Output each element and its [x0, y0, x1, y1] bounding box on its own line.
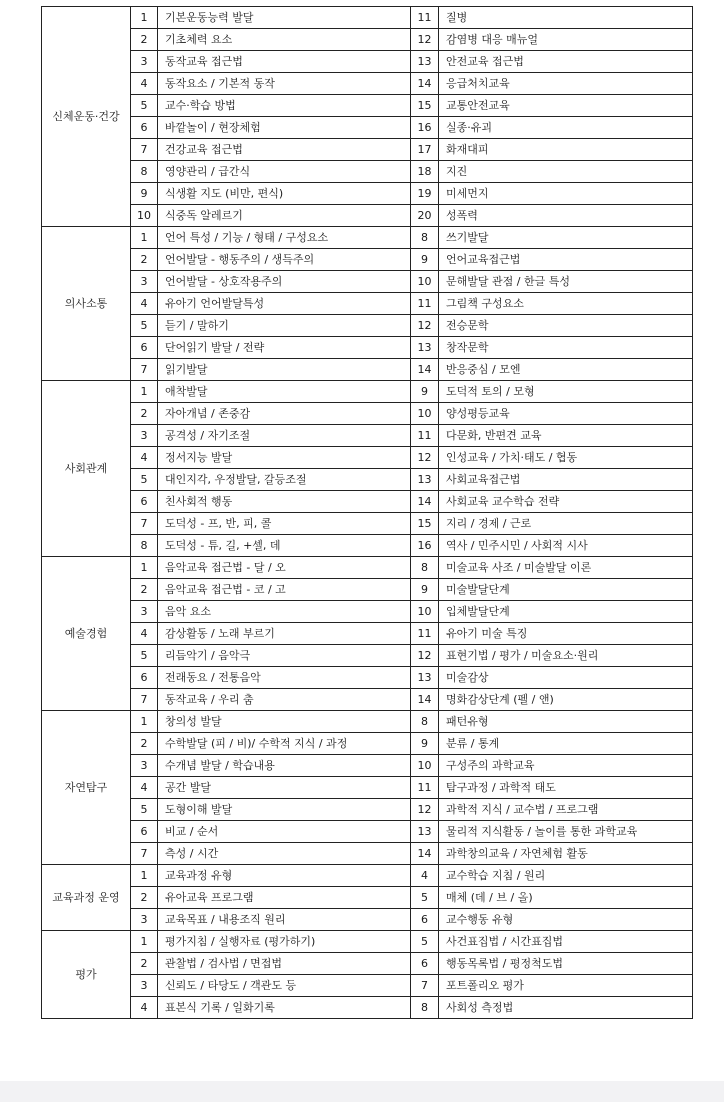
- right-item-number: 16: [411, 117, 439, 139]
- table-row: [42, 51, 693, 73]
- left-item-number: 1: [131, 865, 158, 887]
- right-item-number: 7: [411, 975, 439, 997]
- left-item-number: 5: [131, 469, 158, 491]
- right-item-title: 쓰기발달: [439, 227, 693, 249]
- right-item-title: 다문화, 반편견 교육: [439, 425, 693, 447]
- table-row: [42, 513, 693, 535]
- left-item-title: 읽기발달: [158, 359, 411, 381]
- right-item-title: 도덕적 토의 / 모형: [439, 381, 693, 403]
- left-item-title: 언어발달 - 상호작용주의: [158, 271, 411, 293]
- left-item-title: 언어발달 - 행동주의 / 생득주의: [158, 249, 411, 271]
- left-item-number: 4: [131, 447, 158, 469]
- table-row: [42, 579, 693, 601]
- right-item-number: 12: [411, 799, 439, 821]
- table-row: [42, 205, 693, 227]
- left-item-number: 5: [131, 95, 158, 117]
- right-item-number: 15: [411, 95, 439, 117]
- right-item-title: 감염병 대응 매뉴얼: [439, 29, 693, 51]
- table-row: [42, 117, 693, 139]
- left-item-title: 리듬악기 / 음악극: [158, 645, 411, 667]
- left-item-number: 6: [131, 491, 158, 513]
- left-item-title: 측성 / 시간: [158, 843, 411, 865]
- right-item-number: 13: [411, 469, 439, 491]
- left-item-title: 유아기 언어발달특성: [158, 293, 411, 315]
- right-item-title: 실종·유괴: [439, 117, 693, 139]
- table-row: [42, 29, 693, 51]
- right-item-title: 교통안전교육: [439, 95, 693, 117]
- left-item-title: 친사회적 행동: [158, 491, 411, 513]
- left-item-number: 3: [131, 601, 158, 623]
- right-item-title: 응급처치교육: [439, 73, 693, 95]
- right-item-title: 지리 / 경제 / 근로: [439, 513, 693, 535]
- right-item-title: 유아기 미술 특징: [439, 623, 693, 645]
- table-row: [42, 601, 693, 623]
- right-item-title: 교수학습 지침 / 원리: [439, 865, 693, 887]
- left-item-number: 2: [131, 249, 158, 271]
- table-row: [42, 183, 693, 205]
- right-item-title: 명화감상단계 (펠 / 앤): [439, 689, 693, 711]
- right-item-title: 사회성 측정법: [439, 997, 693, 1019]
- left-item-number: 1: [131, 381, 158, 403]
- right-item-title: 반응중심 / 모엔: [439, 359, 693, 381]
- right-item-title: 입체발달단계: [439, 601, 693, 623]
- left-item-number: 3: [131, 755, 158, 777]
- table-row: [42, 535, 693, 557]
- table-body: [42, 7, 693, 1019]
- right-item-number: 12: [411, 645, 439, 667]
- left-item-title: 바깥놀이 / 현장체험: [158, 117, 411, 139]
- left-item-title: 비교 / 순서: [158, 821, 411, 843]
- left-item-title: 교육과정 유형: [158, 865, 411, 887]
- right-item-number: 5: [411, 887, 439, 909]
- table-row: [42, 909, 693, 931]
- table-row: [42, 139, 693, 161]
- left-item-number: 9: [131, 183, 158, 205]
- left-item-title: 정서지능 발달: [158, 447, 411, 469]
- right-item-number: 18: [411, 161, 439, 183]
- right-item-title: 인성교육 / 가치·태도 / 협동: [439, 447, 693, 469]
- right-item-number: 8: [411, 557, 439, 579]
- left-item-number: 5: [131, 645, 158, 667]
- table-row: [42, 469, 693, 491]
- right-item-title: 양성평등교육: [439, 403, 693, 425]
- left-item-title: 수개념 발달 / 학습내용: [158, 755, 411, 777]
- table-row: [42, 887, 693, 909]
- left-item-number: 8: [131, 161, 158, 183]
- left-item-title: 대인지각, 우정발달, 갈등조절: [158, 469, 411, 491]
- right-item-title: 역사 / 민주시민 / 사회적 시사: [439, 535, 693, 557]
- right-item-title: 창작문학: [439, 337, 693, 359]
- table-row: [42, 755, 693, 777]
- table-row: [42, 623, 693, 645]
- left-item-title: 자아개념 / 존중감: [158, 403, 411, 425]
- left-item-number: 2: [131, 953, 158, 975]
- left-item-title: 유아교육 프로그램: [158, 887, 411, 909]
- right-item-title: 구성주의 과학교육: [439, 755, 693, 777]
- right-item-number: 4: [411, 865, 439, 887]
- table-row: [42, 799, 693, 821]
- left-item-number: 1: [131, 557, 158, 579]
- right-item-title: 미술발달단계: [439, 579, 693, 601]
- table-row: [42, 975, 693, 997]
- table-row: [42, 733, 693, 755]
- right-item-number: 14: [411, 359, 439, 381]
- right-item-title: 과학창의교육 / 자연체험 활동: [439, 843, 693, 865]
- right-item-number: 11: [411, 777, 439, 799]
- left-item-number: 4: [131, 777, 158, 799]
- right-item-number: 8: [411, 997, 439, 1019]
- category-label: 교육과정 운영: [42, 865, 131, 931]
- left-item-number: 2: [131, 887, 158, 909]
- left-item-number: 6: [131, 667, 158, 689]
- right-item-title: 문해발달 관점 / 한글 특성: [439, 271, 693, 293]
- bottom-strip: [0, 1081, 724, 1102]
- left-item-number: 1: [131, 227, 158, 249]
- left-item-title: 건강교육 접근법: [158, 139, 411, 161]
- right-item-number: 9: [411, 381, 439, 403]
- right-item-title: 과학적 지식 / 교수법 / 프로그램: [439, 799, 693, 821]
- right-item-number: 19: [411, 183, 439, 205]
- right-item-title: 언어교육접근법: [439, 249, 693, 271]
- right-item-number: 6: [411, 909, 439, 931]
- right-item-number: 12: [411, 29, 439, 51]
- right-item-title: 미세먼지: [439, 183, 693, 205]
- left-item-title: 기본운동능력 발달: [158, 7, 411, 29]
- left-item-number: 2: [131, 403, 158, 425]
- right-item-number: 9: [411, 249, 439, 271]
- table-row: [42, 359, 693, 381]
- right-item-title: 질병: [439, 7, 693, 29]
- left-item-number: 1: [131, 7, 158, 29]
- table-row: [42, 381, 693, 403]
- left-item-title: 공간 발달: [158, 777, 411, 799]
- category-label: 평가: [42, 931, 131, 1019]
- table-row: [42, 953, 693, 975]
- left-item-number: 1: [131, 711, 158, 733]
- left-item-title: 교육목표 / 내용조직 원리: [158, 909, 411, 931]
- table-row: [42, 689, 693, 711]
- left-item-number: 7: [131, 689, 158, 711]
- right-item-title: 지진: [439, 161, 693, 183]
- right-item-title: 교수행동 유형: [439, 909, 693, 931]
- table-row: [42, 227, 693, 249]
- table-row: [42, 997, 693, 1019]
- left-item-number: 3: [131, 271, 158, 293]
- right-item-number: 13: [411, 667, 439, 689]
- right-item-number: 16: [411, 535, 439, 557]
- left-item-title: 도덕성 - 튜, 길, +셀, 데: [158, 535, 411, 557]
- table-row: [42, 843, 693, 865]
- left-item-number: 3: [131, 975, 158, 997]
- left-item-number: 2: [131, 733, 158, 755]
- table-row: [42, 73, 693, 95]
- table-row: [42, 645, 693, 667]
- table-row: [42, 667, 693, 689]
- right-item-title: 사건표집법 / 시간표집법: [439, 931, 693, 953]
- left-item-title: 애착발달: [158, 381, 411, 403]
- table-row: [42, 161, 693, 183]
- right-item-title: 분류 / 통계: [439, 733, 693, 755]
- table-row: [42, 293, 693, 315]
- left-item-title: 음악교육 접근법 - 달 / 오: [158, 557, 411, 579]
- left-item-title: 동작교육 접근법: [158, 51, 411, 73]
- right-item-number: 10: [411, 601, 439, 623]
- right-item-title: 포트폴리오 평가: [439, 975, 693, 997]
- right-item-title: 표현기법 / 평가 / 미술요소·원리: [439, 645, 693, 667]
- right-item-title: 성폭력: [439, 205, 693, 227]
- right-item-title: 사회교육 교수학습 전략: [439, 491, 693, 513]
- left-item-title: 동작교육 / 우리 춤: [158, 689, 411, 711]
- right-item-number: 9: [411, 579, 439, 601]
- right-item-number: 13: [411, 51, 439, 73]
- left-item-title: 교수·학습 방법: [158, 95, 411, 117]
- left-item-title: 영양관리 / 급간식: [158, 161, 411, 183]
- left-item-title: 전래동요 / 전통음악: [158, 667, 411, 689]
- right-item-title: 화재대피: [439, 139, 693, 161]
- table-row: [42, 315, 693, 337]
- table-row: [42, 557, 693, 579]
- table-row: [42, 491, 693, 513]
- left-item-number: 7: [131, 513, 158, 535]
- left-item-number: 6: [131, 337, 158, 359]
- left-item-title: 동작요소 / 기본적 동작: [158, 73, 411, 95]
- left-item-number: 5: [131, 799, 158, 821]
- right-item-title: 매체 (데 / 브 / 올): [439, 887, 693, 909]
- right-item-number: 17: [411, 139, 439, 161]
- right-item-number: 15: [411, 513, 439, 535]
- category-label: 사회관계: [42, 381, 131, 557]
- right-item-number: 14: [411, 843, 439, 865]
- left-item-number: 5: [131, 315, 158, 337]
- table-row: [42, 403, 693, 425]
- category-label: 자연탐구: [42, 711, 131, 865]
- left-item-number: 4: [131, 623, 158, 645]
- category-label: 예술경험: [42, 557, 131, 711]
- right-item-title: 행동목록법 / 평정척도법: [439, 953, 693, 975]
- right-item-number: 14: [411, 491, 439, 513]
- left-item-number: 4: [131, 997, 158, 1019]
- right-item-number: 14: [411, 73, 439, 95]
- category-label: 신체운동·건강: [42, 7, 131, 227]
- right-item-title: 미술감상: [439, 667, 693, 689]
- table-row: [42, 271, 693, 293]
- left-item-title: 음악교육 접근법 - 코 / 고: [158, 579, 411, 601]
- table-row: [42, 95, 693, 117]
- left-item-title: 식중독 알레르기: [158, 205, 411, 227]
- right-item-number: 20: [411, 205, 439, 227]
- right-item-number: 12: [411, 447, 439, 469]
- left-item-number: 7: [131, 139, 158, 161]
- table-row: [42, 777, 693, 799]
- left-item-title: 창의성 발달: [158, 711, 411, 733]
- category-label: 의사소통: [42, 227, 131, 381]
- left-item-title: 수학발달 (피 / 비)/ 수학적 지식 / 과정: [158, 733, 411, 755]
- left-item-number: 10: [131, 205, 158, 227]
- left-item-title: 식생활 지도 (비만, 편식): [158, 183, 411, 205]
- left-item-title: 공격성 / 자기조절: [158, 425, 411, 447]
- table-row: [42, 7, 693, 29]
- left-item-title: 단어읽기 발달 / 전략: [158, 337, 411, 359]
- left-item-title: 도덕성 - 프, 반, 피, 콜: [158, 513, 411, 535]
- left-item-title: 관찰법 / 검사법 / 면접법: [158, 953, 411, 975]
- left-item-title: 신뢰도 / 타당도 / 객관도 등: [158, 975, 411, 997]
- left-item-title: 도형이해 발달: [158, 799, 411, 821]
- right-item-title: 전승문학: [439, 315, 693, 337]
- right-item-number: 11: [411, 425, 439, 447]
- table-row: [42, 711, 693, 733]
- left-item-number: 6: [131, 821, 158, 843]
- right-item-title: 물리적 지식활동 / 놀이를 통한 과학교육: [439, 821, 693, 843]
- right-item-number: 11: [411, 293, 439, 315]
- table-row: [42, 447, 693, 469]
- right-item-number: 9: [411, 733, 439, 755]
- table-row: [42, 865, 693, 887]
- right-item-number: 11: [411, 7, 439, 29]
- left-item-title: 기초체력 요소: [158, 29, 411, 51]
- left-item-number: 7: [131, 843, 158, 865]
- table-row: [42, 425, 693, 447]
- right-item-number: 8: [411, 711, 439, 733]
- left-item-number: 2: [131, 29, 158, 51]
- right-item-number: 10: [411, 271, 439, 293]
- left-item-number: 7: [131, 359, 158, 381]
- table-row: [42, 821, 693, 843]
- left-item-number: 8: [131, 535, 158, 557]
- right-item-title: 사회교육접근법: [439, 469, 693, 491]
- left-item-title: 듣기 / 말하기: [158, 315, 411, 337]
- left-item-title: 평가지침 / 실행자료 (평가하기): [158, 931, 411, 953]
- right-item-number: 13: [411, 337, 439, 359]
- right-item-title: 그림책 구성요소: [439, 293, 693, 315]
- right-item-number: 14: [411, 689, 439, 711]
- right-item-title: 탐구과정 / 과학적 태도: [439, 777, 693, 799]
- table-row: [42, 249, 693, 271]
- right-item-number: 11: [411, 623, 439, 645]
- right-item-title: 안전교육 접근법: [439, 51, 693, 73]
- right-item-number: 10: [411, 755, 439, 777]
- left-item-title: 감상활동 / 노래 부르기: [158, 623, 411, 645]
- right-item-number: 6: [411, 953, 439, 975]
- table-row: [42, 337, 693, 359]
- left-item-number: 4: [131, 73, 158, 95]
- left-item-number: 1: [131, 931, 158, 953]
- right-item-number: 10: [411, 403, 439, 425]
- left-item-number: 3: [131, 51, 158, 73]
- curriculum-topic-table: [41, 6, 693, 1019]
- right-item-title: 패턴유형: [439, 711, 693, 733]
- left-item-number: 2: [131, 579, 158, 601]
- left-item-title: 음악 요소: [158, 601, 411, 623]
- left-item-number: 4: [131, 293, 158, 315]
- right-item-number: 13: [411, 821, 439, 843]
- left-item-number: 6: [131, 117, 158, 139]
- left-item-number: 3: [131, 425, 158, 447]
- right-item-number: 5: [411, 931, 439, 953]
- left-item-number: 3: [131, 909, 158, 931]
- left-item-title: 표본식 기록 / 일화기록: [158, 997, 411, 1019]
- table-row: [42, 931, 693, 953]
- right-item-title: 미술교육 사조 / 미술발달 이론: [439, 557, 693, 579]
- left-item-title: 언어 특성 / 기능 / 형태 / 구성요소: [158, 227, 411, 249]
- right-item-number: 8: [411, 227, 439, 249]
- right-item-number: 12: [411, 315, 439, 337]
